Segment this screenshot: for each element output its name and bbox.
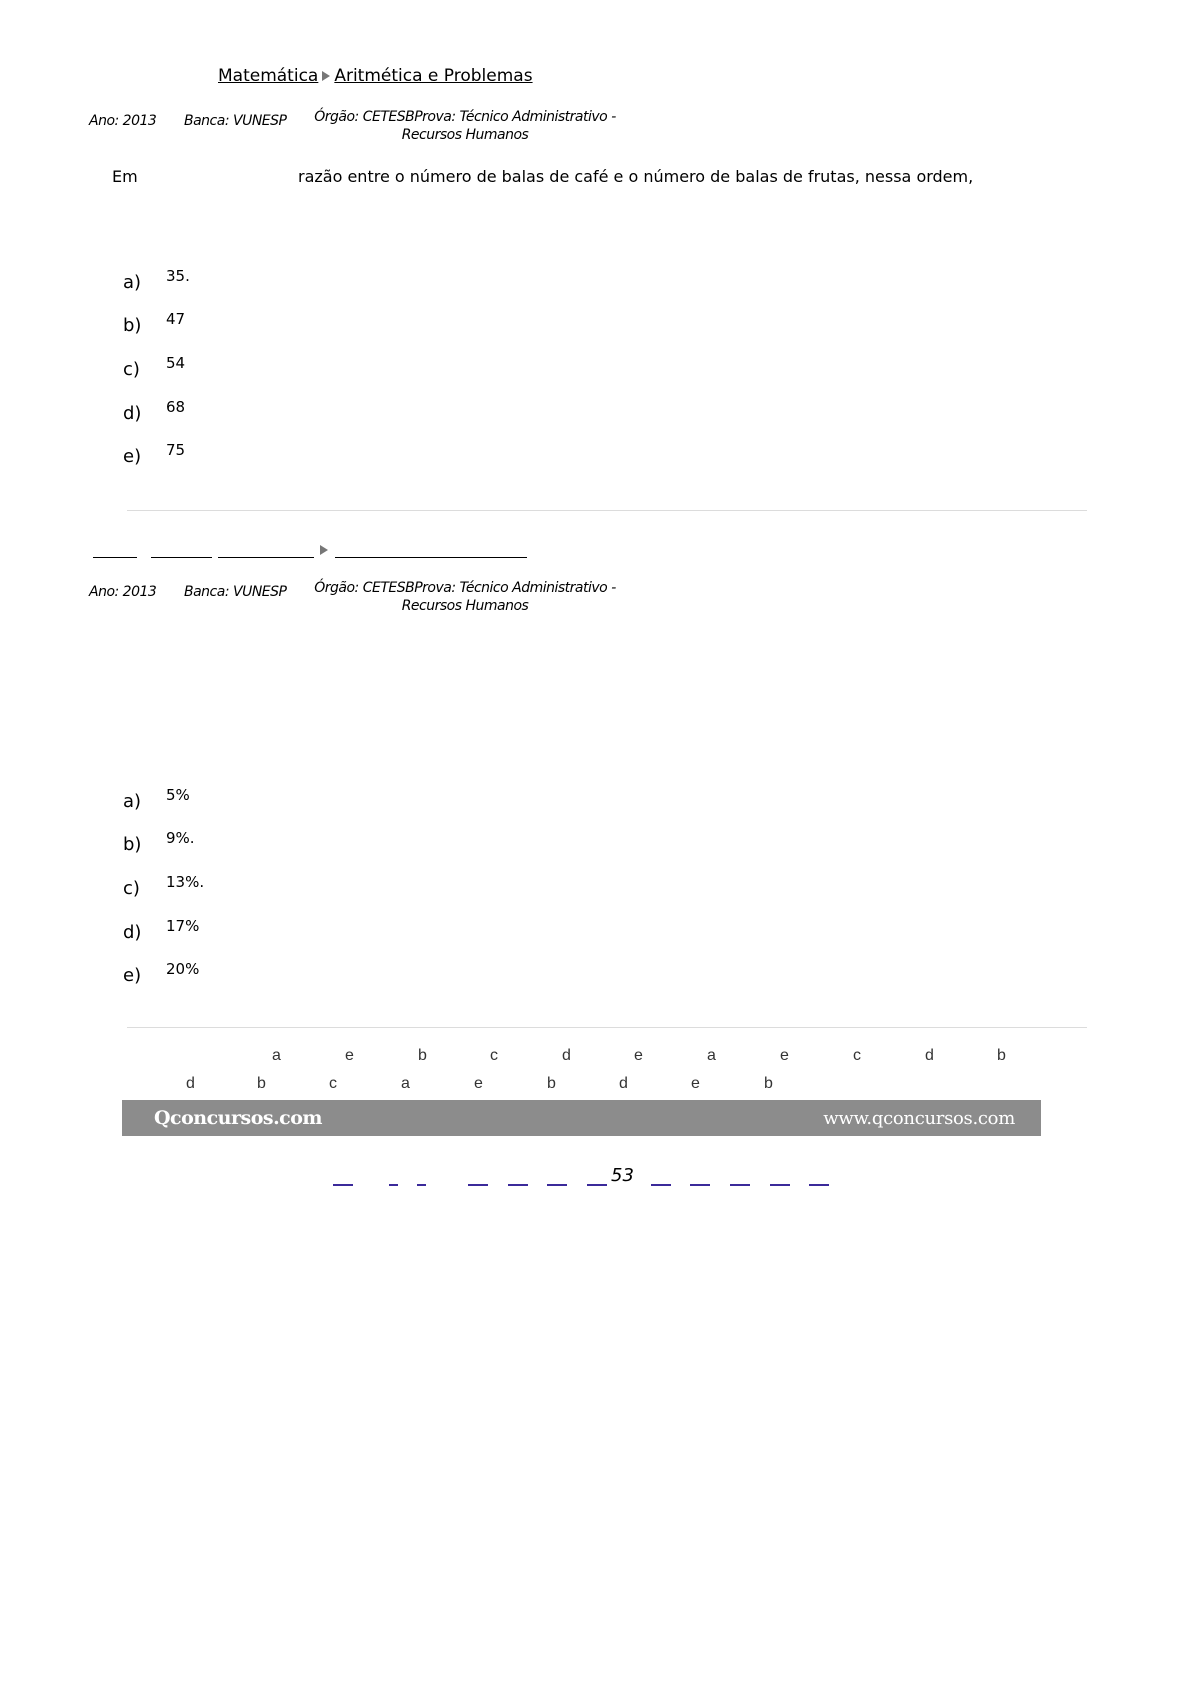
answer-key-item: c: [490, 1047, 498, 1064]
answer-key-item: b: [997, 1047, 1006, 1064]
nav-page-link[interactable]: [730, 1184, 750, 1186]
nav-page-link[interactable]: [651, 1184, 671, 1186]
answer-key-item: d: [925, 1047, 934, 1064]
q2-option-c-letter[interactable]: c): [123, 878, 140, 899]
q2-option-d-letter[interactable]: d): [123, 922, 142, 943]
q1-text-rest: razão entre o número de balas de café e o número de balas de frutas, nessa ordem,: [298, 167, 974, 186]
q1-option-e-letter[interactable]: e): [123, 446, 142, 467]
blank-line: [335, 557, 527, 558]
q1-option-c-value: 54: [166, 354, 186, 372]
q1-orgao-line2: Recursos Humanos: [401, 127, 529, 143]
q2-option-c-value: 13%.: [166, 873, 205, 891]
q2-option-b-value: 9%.: [166, 829, 195, 847]
answer-key-item: c: [329, 1075, 337, 1092]
q1-option-b-letter[interactable]: b): [123, 315, 142, 336]
nav-page-link[interactable]: [333, 1184, 353, 1186]
q1-orgao-prova: [305, 108, 625, 144]
answer-key-item: e: [474, 1075, 483, 1092]
nav-page-link[interactable]: [770, 1184, 790, 1186]
q1-option-d-letter[interactable]: d): [123, 403, 142, 424]
q1-text-start: Em: [112, 167, 138, 186]
q1-option-a-value: 35.: [166, 267, 190, 285]
breadcrumb-subject-link[interactable]: Matemática: [218, 66, 319, 86]
q2-orgao-line2: Recursos Humanos: [401, 598, 529, 614]
nav-page-link[interactable]: [587, 1184, 607, 1186]
q1-option-b-value: 47: [166, 310, 186, 328]
q2-option-e-letter[interactable]: e): [123, 965, 142, 986]
breadcrumb-arrow-icon: [320, 545, 328, 555]
q2-year: Ano: 2013: [89, 584, 157, 600]
answer-key-item: b: [764, 1075, 773, 1092]
q2-orgao-prova: [305, 579, 625, 615]
nav-page-link[interactable]: [690, 1184, 710, 1186]
nav-page-link[interactable]: [809, 1184, 829, 1186]
footer-brand: Qconcursos.com: [154, 1107, 323, 1129]
answer-key-item: b: [547, 1075, 556, 1092]
nav-page-link[interactable]: [468, 1184, 488, 1186]
footer-bar: [122, 1100, 1041, 1136]
answer-key-item: b: [418, 1047, 427, 1064]
answer-key-item: d: [562, 1047, 571, 1064]
footer-url[interactable]: www.qconcursos.com: [823, 1108, 1015, 1129]
nav-page-link[interactable]: [508, 1184, 528, 1186]
q1-option-e-value: 75: [166, 441, 186, 459]
breadcrumb-arrow-icon: [322, 71, 330, 81]
blank-line: [93, 557, 137, 558]
q1-year: Ano: 2013: [89, 113, 157, 129]
q2-option-e-value: 20%: [166, 960, 200, 978]
nav-page-link[interactable]: [389, 1184, 398, 1186]
section-divider: [127, 510, 1087, 511]
answer-key-item: e: [345, 1047, 354, 1064]
q1-option-d-value: 68: [166, 398, 186, 416]
q2-option-a-value: 5%: [166, 786, 190, 804]
q1-banca: Banca: VUNESP: [184, 113, 287, 129]
answer-key-item: e: [634, 1047, 643, 1064]
q1-orgao-line1: Órgão: CETESBProva: Técnico Administrativo -: [314, 109, 616, 125]
answer-key-item: a: [272, 1047, 281, 1064]
blank-line: [218, 557, 314, 558]
q2-banca: Banca: VUNESP: [184, 584, 287, 600]
answer-key-item: e: [780, 1047, 789, 1064]
answer-key-item: a: [707, 1047, 716, 1064]
breadcrumb: [218, 66, 533, 86]
blank-line: [151, 557, 212, 558]
answer-key-item: b: [257, 1075, 266, 1092]
answer-key-item: d: [619, 1075, 628, 1092]
q2-option-a-letter[interactable]: a): [123, 791, 142, 812]
q1-option-c-letter[interactable]: c): [123, 359, 140, 380]
breadcrumb-topic-link[interactable]: Aritmética e Problemas: [334, 66, 533, 86]
q2-option-d-value: 17%: [166, 917, 200, 935]
answer-key-item: a: [401, 1075, 410, 1092]
q1-option-a-letter[interactable]: a): [123, 272, 142, 293]
nav-page-link[interactable]: [547, 1184, 567, 1186]
nav-page-link[interactable]: [417, 1184, 426, 1186]
page-number: 53: [611, 1165, 634, 1186]
answer-key-item: e: [691, 1075, 700, 1092]
q2-option-b-letter[interactable]: b): [123, 834, 142, 855]
section-divider: [127, 1027, 1087, 1028]
q2-orgao-line1: Órgão: CETESBProva: Técnico Administrativo -: [314, 580, 616, 596]
answer-key-item: d: [186, 1075, 195, 1092]
answer-key-item: c: [853, 1047, 861, 1064]
